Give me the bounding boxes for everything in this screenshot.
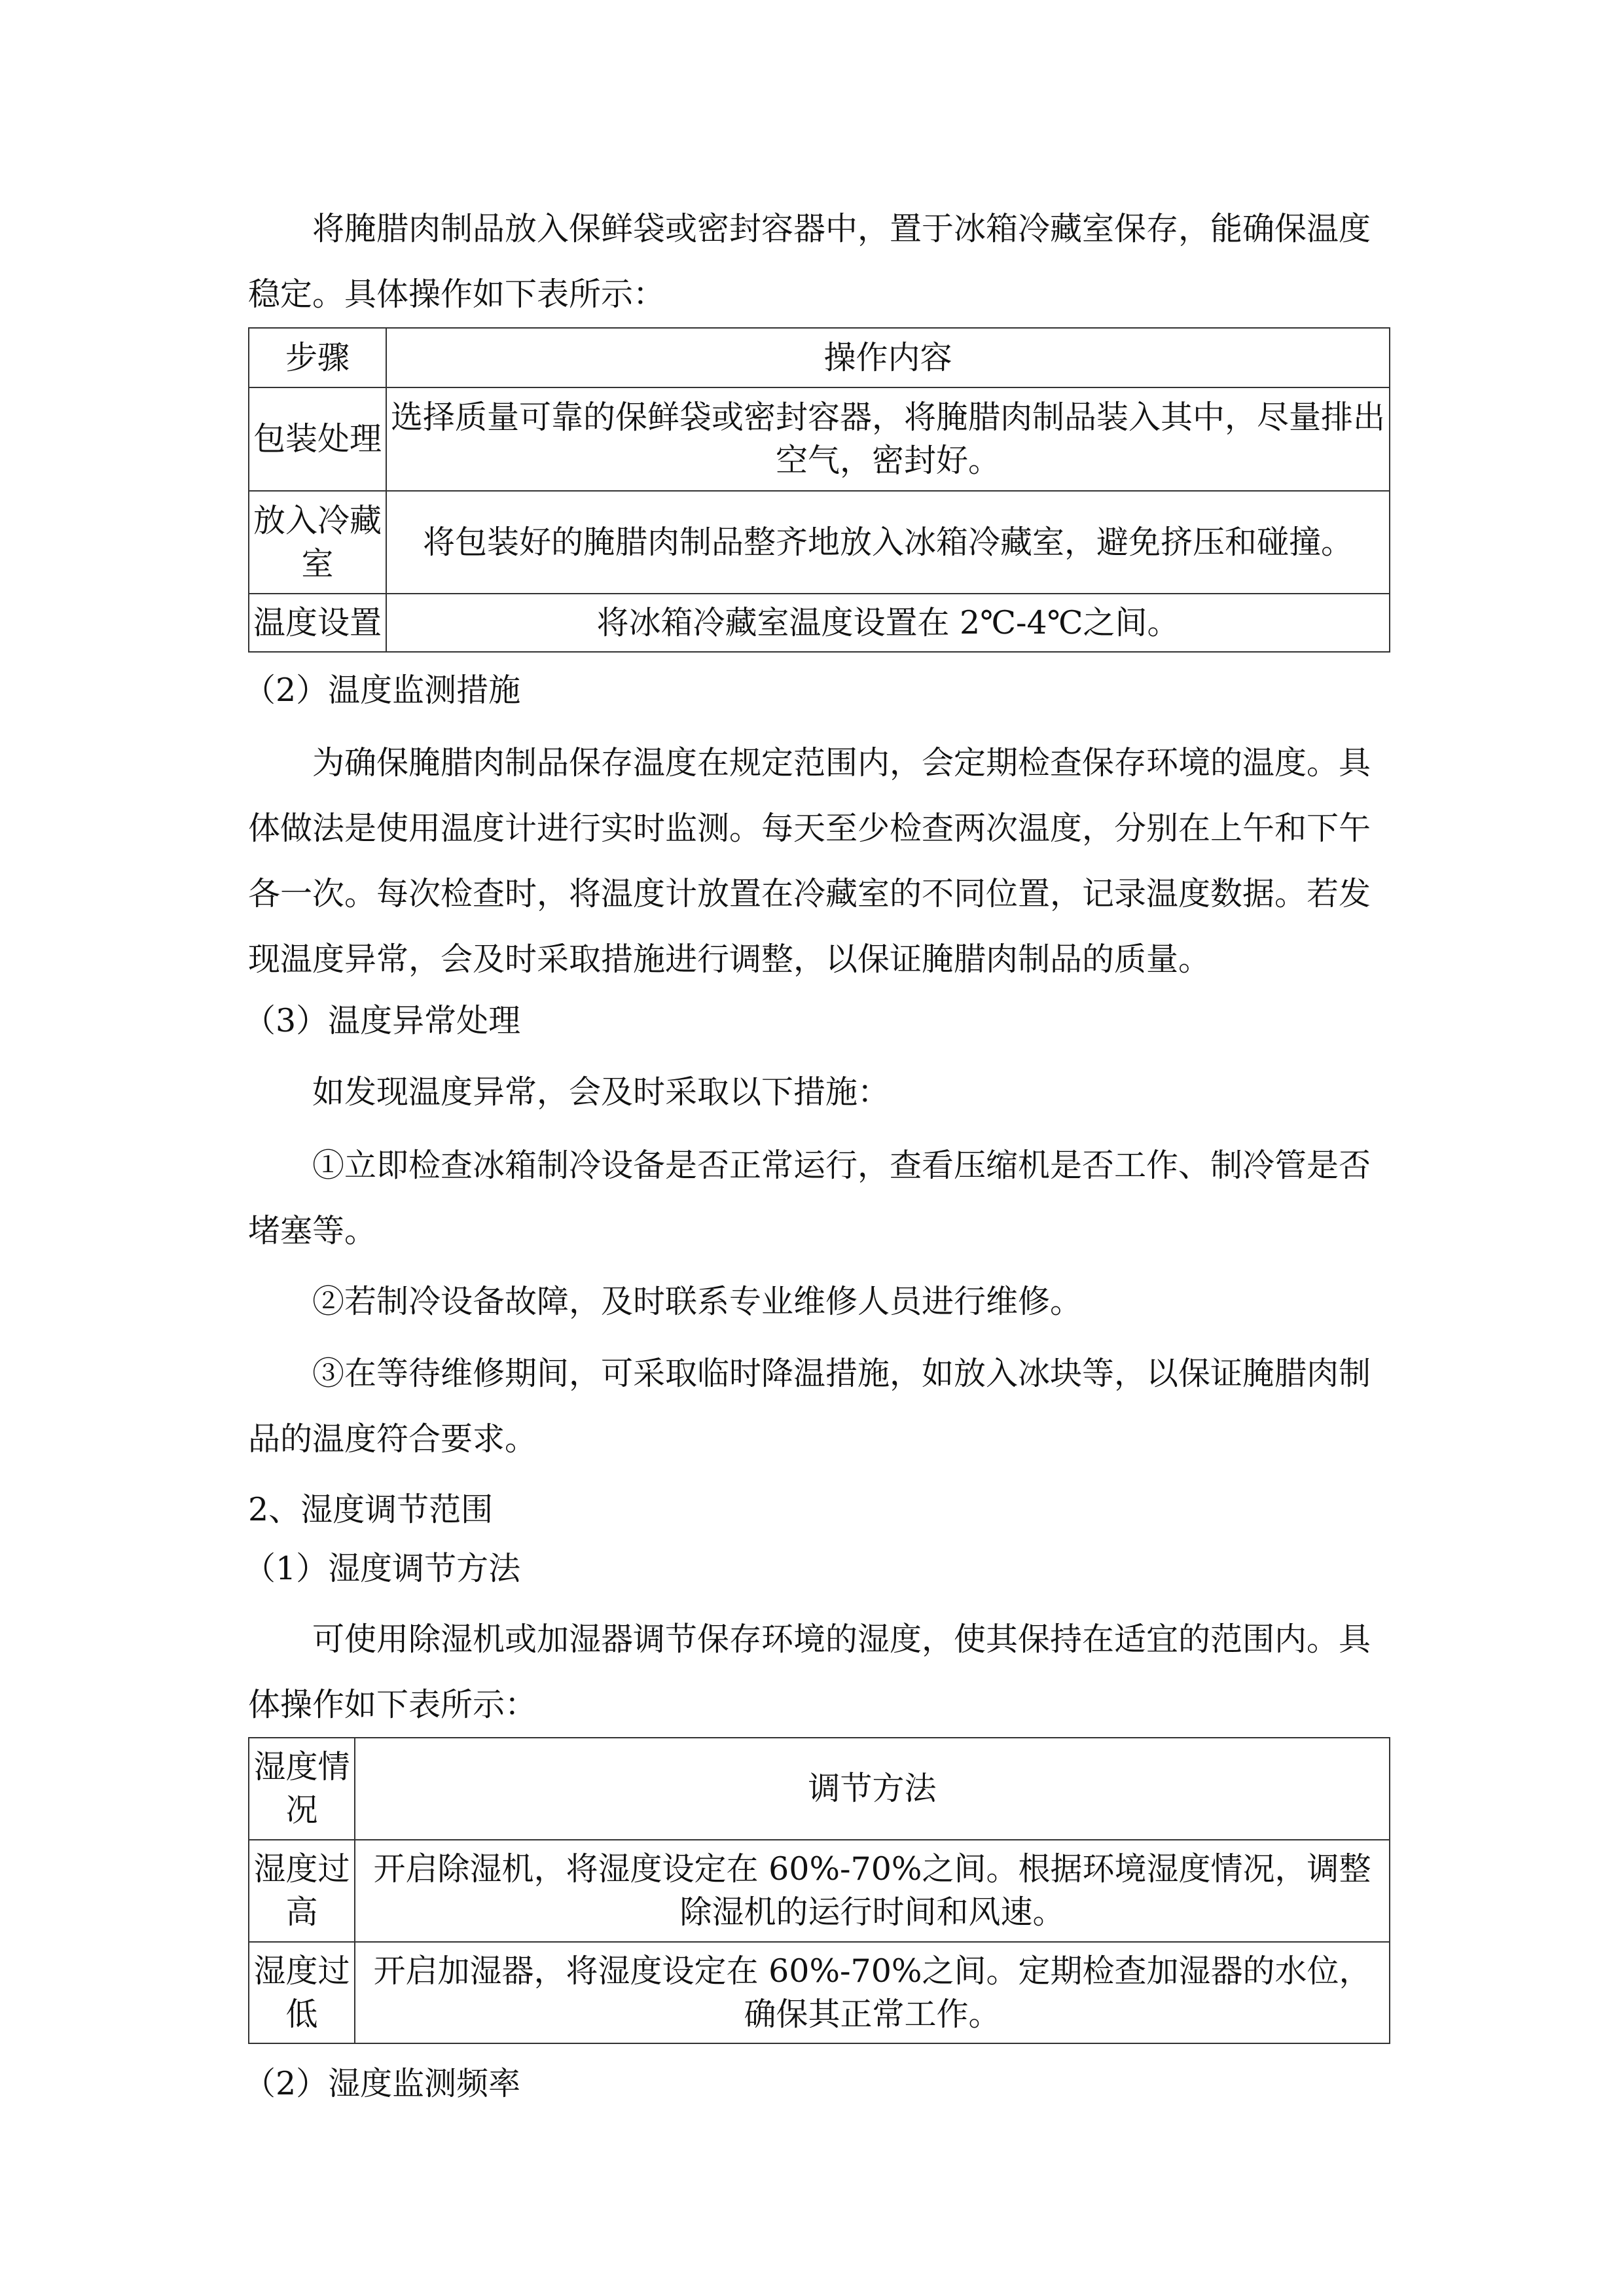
section-heading: 2、湿度调节范围 xyxy=(248,1491,494,1528)
condition-cell: 湿度过低 xyxy=(249,1942,355,2043)
table-row xyxy=(249,1840,1390,1942)
table-row xyxy=(249,1942,1390,2043)
intro-paragraph: 将腌腊肉制品放入保鲜袋或密封容器中，置于冰箱冷藏室保存，能确保温度稳定。具体操作如下表所示： xyxy=(248,210,1371,313)
step-cell: 温度设置 xyxy=(249,594,386,652)
abnormal-intro: 如发现温度异常，会及时采取以下措施： xyxy=(312,1073,890,1111)
content-cell: 将包装好的腌腊肉制品整齐地放入冰箱冷藏室，避免挤压和碰撞。 xyxy=(386,491,1390,594)
measure-item: ①立即检查冰箱制冷设备是否正常运行，查看压缩机是否工作、制冷管是否堵塞等。 xyxy=(248,1147,1371,1249)
table-row xyxy=(249,594,1390,652)
method-cell: 开启加湿器，将湿度设定在 60%-70%之间。定期检查加湿器的水位，确保其正常工作。 xyxy=(355,1942,1390,2043)
section-heading: （2）温度监测措施 xyxy=(244,672,521,709)
section-heading: （1）湿度调节方法 xyxy=(244,1550,521,1587)
header-cell: 调节方法 xyxy=(355,1738,1390,1840)
content-cell: 将冰箱冷藏室温度设置在 2℃-4℃之间。 xyxy=(386,594,1390,652)
table-row xyxy=(249,491,1390,594)
section-heading: （3）温度异常处理 xyxy=(244,1002,521,1039)
content-cell: 选择质量可靠的保鲜袋或密封容器，将腌腊肉制品装入其中，尽量排出空气，密封好。 xyxy=(386,387,1390,491)
header-cell: 步骤 xyxy=(249,328,386,387)
method-cell: 开启除湿机，将湿度设定在 60%-70%之间。根据环境湿度情况，调整除湿机的运行时间和风速。 xyxy=(355,1840,1390,1942)
humidity-paragraph: 可使用除湿机或加湿器调节保存环境的湿度，使其保持在适宜的范围内。具体操作如下表所示： xyxy=(248,1621,1371,1723)
table-header-row xyxy=(249,328,1390,387)
step-cell: 放入冷藏室 xyxy=(249,491,386,594)
humidity-adjust-table xyxy=(248,1737,1390,2044)
table-row xyxy=(249,387,1390,491)
measure-item: ②若制冷设备故障，及时联系专业维修人员进行维修。 xyxy=(312,1283,1083,1320)
table-header-row xyxy=(249,1738,1390,1840)
step-cell: 包装处理 xyxy=(249,387,386,491)
header-cell: 湿度情况 xyxy=(249,1738,355,1840)
section-heading: （2）湿度监测频率 xyxy=(244,2065,521,2102)
refrigeration-steps-table xyxy=(248,327,1390,653)
measure-item: ③在等待维修期间，可采取临时降温措施，如放入冰块等，以保证腌腊肉制品的温度符合要求。 xyxy=(248,1355,1371,1458)
header-cell: 操作内容 xyxy=(386,328,1390,387)
condition-cell: 湿度过高 xyxy=(249,1840,355,1942)
temp-monitor-paragraph: 为确保腌腊肉制品保存温度在规定范围内，会定期检查保存环境的温度。具体做法是使用温度计进行实时监测。每天至少检查两次温度，分别在上午和下午各一次。每次检查时，将温度计放置在冷藏室的不同位置，记录温度数据。若发现温度异常，会及时采取措施进行调整，以保证腌腊肉制品的质量。 xyxy=(248,744,1371,978)
